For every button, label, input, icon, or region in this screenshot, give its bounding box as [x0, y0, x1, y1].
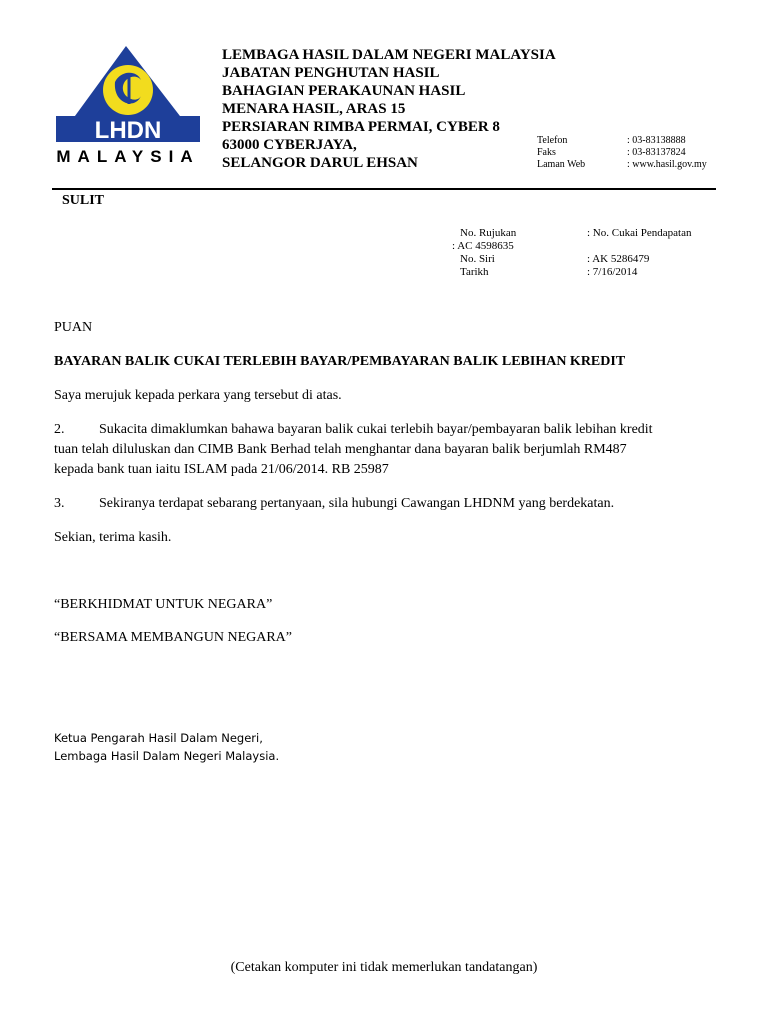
siri-label: No. Siri	[460, 253, 495, 265]
rujukan-value: : No. Cukai Pendapatan	[587, 227, 692, 239]
contact-fax	[537, 147, 707, 159]
tarikh-label: Tarikh	[460, 266, 489, 278]
salutation: PUAN	[54, 320, 93, 335]
contact-value: : 03-83138888	[627, 135, 686, 146]
header-divider	[52, 188, 716, 190]
footer-note: (Cetakan komputer ini tidak memerlukan tandatangan)	[230, 960, 538, 975]
rujukan-label: No. Rujukan	[460, 227, 517, 239]
address-line: LEMBAGA HASIL DALAM NEGERI MALAYSIA	[222, 47, 556, 63]
contact-web	[537, 159, 707, 171]
paragraph-number: 2.	[54, 422, 65, 437]
closing: Sekian, terima kasih.	[54, 530, 172, 545]
paragraph-text: kepada bank tuan iaitu ISLAM pada 21/06/2014. RB 25987	[54, 462, 389, 477]
contact-phone	[537, 135, 707, 147]
letter-subject: BAYARAN BALIK CUKAI TERLEBIH BAYAR/PEMBAYARAN BALIK LEBIHAN KREDIT	[54, 354, 626, 369]
tarikh-value: : 7/16/2014	[587, 266, 638, 278]
paragraph-text: Sukacita dimaklumkan bahawa bayaran balik cukai terlebih bayar/pembayaran balik lebihan kredit	[99, 422, 653, 437]
contact-label: Faks	[537, 147, 556, 158]
contact-label: Laman Web	[537, 159, 586, 170]
motto-2: “BERSAMA MEMBANGUN NEGARA”	[54, 630, 293, 645]
address-line: PERSIARAN RIMBA PERMAI, CYBER 8	[222, 119, 500, 135]
classification-label: SULIT	[62, 193, 105, 208]
paragraph-number: 3.	[54, 496, 65, 511]
lhdn-logo-graphic	[55, 44, 205, 166]
address-line: 63000 CYBERJAYA,	[222, 137, 357, 153]
contact-value: : 03-83137824	[627, 147, 686, 158]
contact-value: : www.hasil.gov.my	[627, 159, 707, 170]
signatory-title: Ketua Pengarah Hasil Dalam Negeri,	[54, 731, 263, 745]
address-line: BAHAGIAN PERAKAUNAN HASIL	[222, 83, 466, 99]
logo-subtext: MALAYSIA	[56, 147, 200, 166]
paragraph-text: Sekiranya terdapat sebarang pertanyaan, sila hubungi Cawangan LHDNM yang berdekatan.	[99, 496, 615, 511]
address-line: SELANGOR DARUL EHSAN	[222, 155, 418, 171]
siri-value: : AK 5286479	[587, 253, 650, 265]
paragraph-3	[54, 494, 614, 514]
contact-label: Telefon	[537, 135, 568, 146]
address-line: MENARA HASIL, ARAS 15	[222, 101, 406, 117]
rujukan-value-cont: : AC 4598635	[452, 240, 514, 252]
paragraph-2	[54, 420, 734, 480]
motto-1: “BERKHIDMAT UNTUK NEGARA”	[54, 597, 273, 612]
logo-text: LHDN	[94, 117, 162, 144]
address-line: JABATAN PENGHUTAN HASIL	[222, 65, 440, 81]
address-block	[222, 46, 556, 172]
intro-paragraph: Saya merujuk kepada perkara yang tersebut di atas.	[54, 388, 342, 403]
contact-block	[537, 135, 707, 171]
lhdn-logo	[55, 44, 205, 166]
paragraph-text: tuan telah diluluskan dan CIMB Bank Berhad telah menghantar dana bayaran balik berjumlah RM487	[54, 442, 627, 457]
signatory-org: Lembaga Hasil Dalam Negeri Malaysia.	[54, 749, 280, 763]
